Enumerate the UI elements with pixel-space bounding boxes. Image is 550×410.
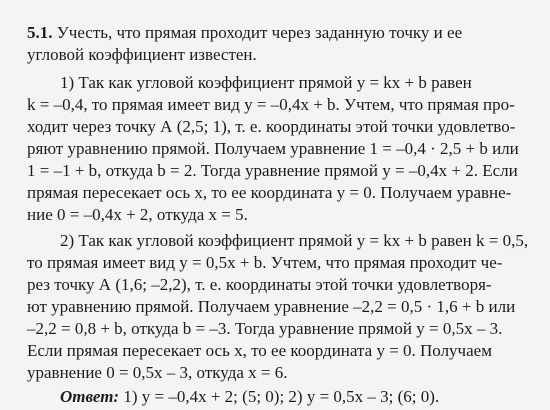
answer-text: 1) y = –0,4x + 2; (5; 0); 2) y = 0,5x – 3; (6; 0). — [123, 387, 440, 406]
part1-line-3: ходит через точку А (2,5; 1), т. е. координаты этой точки удовлетво- — [27, 117, 516, 136]
problem-number: 5.1. — [27, 23, 53, 42]
problem-intro-text-1: Учесть, что прямая проходит через заданную точку и ее — [56, 23, 463, 42]
part1-line-1: 1) Так как угловой коэффициент прямой y = kx + b равен — [60, 73, 472, 92]
part2-line-3: рез точку А (1,6; –2,2), т. е. координаты этой точки удовлетворя- — [27, 275, 492, 294]
problem-intro-line-1 — [27, 22, 537, 44]
part2-line-1: 2) Так как угловой коэффициент прямой y = kx + b равен k = 0,5, — [60, 231, 529, 250]
part1-line-4: ряют уравнению прямой. Получаем уравнение 1 = –0,4 · 2,5 + b или — [27, 139, 519, 158]
part2-line-6: Если прямая пересекает ось x, то ее координата y = 0. Получаем — [27, 341, 492, 360]
part1-line-2: k = –0,4, то прямая имеет вид y = –0,4x + b. Учтем, что прямая про- — [27, 95, 515, 114]
part2-line-2: то прямая имеет вид y = 0,5x + b. Учтем, что прямая проходит че- — [27, 253, 503, 272]
part1-line-5: 1 = –1 + b, откуда b = 2. Тогда уравнение прямой y = –0,4x + 2. Если — [27, 161, 518, 180]
part1-line-6: прямая пересекает ось x, то ее координата y = 0. Получаем уравне- — [27, 183, 512, 202]
problem-intro-line-2: угловой коэффициент известен. — [27, 45, 257, 64]
answer-line — [60, 386, 540, 408]
answer-label: Ответ: — [60, 387, 120, 406]
part1-line-7: ние 0 = –0,4x + 2, откуда x = 5. — [27, 205, 248, 224]
part2-line-7: уравнение 0 = 0,5x – 3, откуда x = 6. — [27, 363, 288, 382]
part2-line-4: ют уравнению прямой. Получаем уравнение –2,2 = 0,5 · 1,6 + b или — [27, 297, 516, 316]
part2-line-5: –2,2 = 0,8 + b, откуда b = –3. Тогда уравнение прямой y = 0,5x – 3. — [27, 319, 503, 338]
